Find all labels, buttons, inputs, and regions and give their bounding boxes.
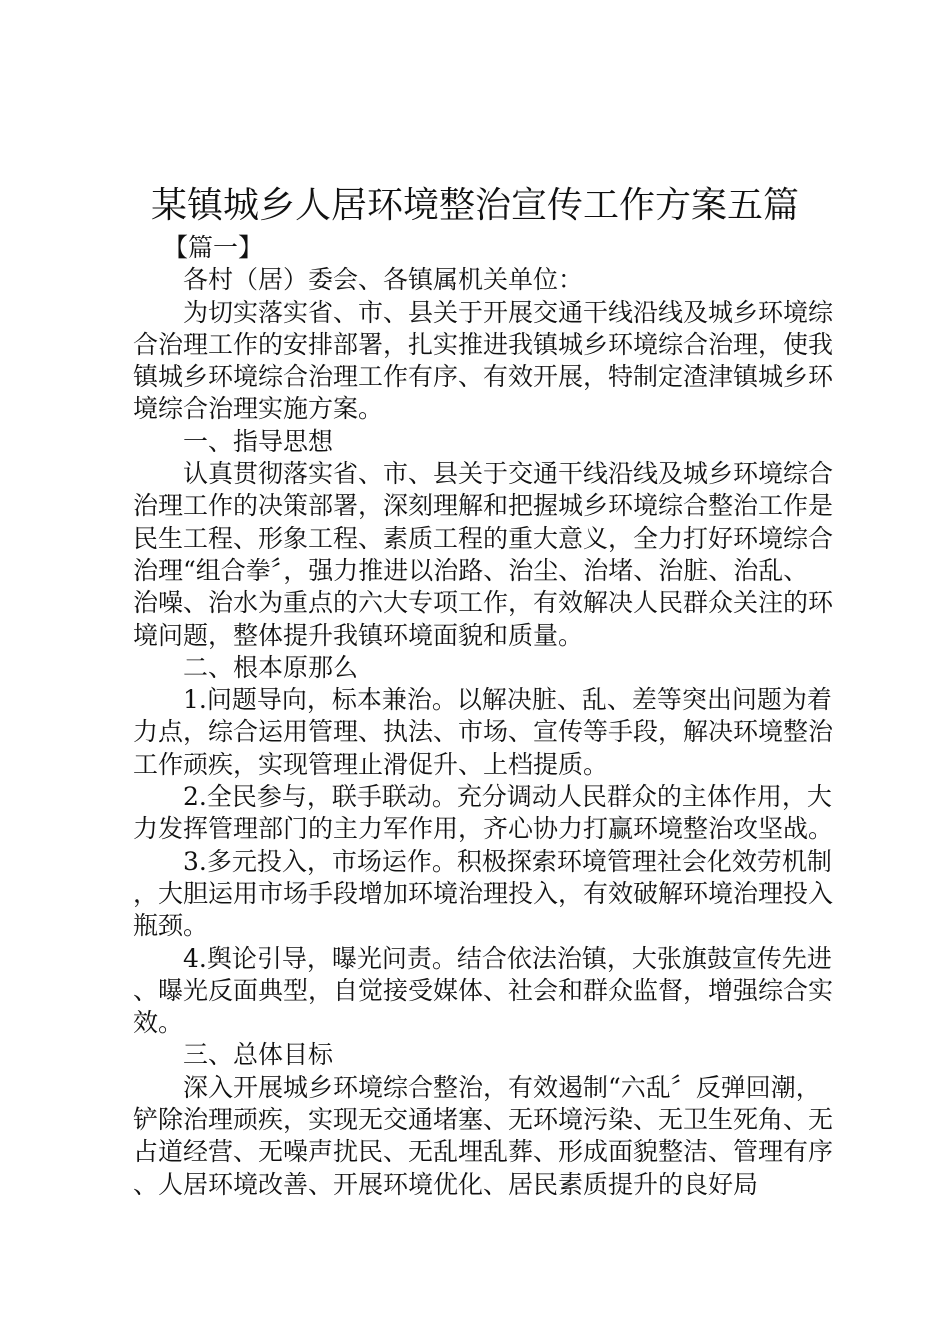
- salutation: 各村（居）委会、各镇属机关单位：: [183, 265, 584, 295]
- paragraph: 深入开展城乡环境综合整治，有效遏制“六乱〞反弹回潮，铲除治理顽疾，实现无交通堵塞、无环境污染、无卫生死角、无占道经营、无噪声扰民、无乱埋乱葬、形成面貌整洁、管理有序、人居环境改善、开展环境优化、居民素质提升的良好局: [133, 1072, 834, 1199]
- paragraph: 为切实落实省、市、县关于开展交通干线沿线及城乡环境综合治理工作的安排部署，扎实推进我镇城乡环境综合治理，使我镇城乡环境综合治理工作有序、有效开展，特制定渣津镇城乡环境综合治理实施方案。: [133, 297, 834, 424]
- principle-item: 3.多元投入，市场运作。积极探索环境管理社会化效劳机制，大胆运用市场手段增加环境治理投入，有效破解环境治理投入瓶颈。: [133, 846, 834, 941]
- section-heading: 二、根本原那么: [183, 652, 359, 682]
- section-heading: 三、总体目标: [183, 1040, 334, 1070]
- principle-item: 2.全民参与，联手联动。充分调动人民群众的主体作用，大力发挥管理部门的主力军作用，齐心协力打赢环境整治攻坚战。: [133, 782, 834, 844]
- document-title: 某镇城乡人居环境整治宣传工作方案五篇: [150, 185, 799, 226]
- principle-item: 1.问题导向，标本兼治。以解决脏、乱、差等突出问题为着力点，综合运用管理、执法、市场、宣传等手段，解决环境整治工作顽疾，实现管理止滑促升、上档提质。: [133, 685, 834, 779]
- document-body: [133, 232, 833, 1201]
- paragraph: 认真贯彻落实省、市、县关于交通干线沿线及城乡环境综合治理工作的决策部署，深刻理解和把握城乡环境综合整治工作是民生工程、形象工程、素质工程的重大意义，全力打好环境综合治理“组合拳〞，强力推进以治路、治尘、治堵、治脏、治乱、治噪、治水为重点的六大专项工作，有效解决人民群众关注的环境问题，整体提升我镇环境面貌和质量。: [133, 459, 834, 650]
- principle-item: 4.舆论引导，曝光问责。结合依法治镇，大张旗鼓宣传先进、曝光反面典型，自觉接受媒体、社会和群众监督，增强综合实效。: [133, 943, 834, 1038]
- section-label: 【篇一】: [163, 233, 264, 262]
- section-heading: 一、指导思想: [183, 426, 334, 456]
